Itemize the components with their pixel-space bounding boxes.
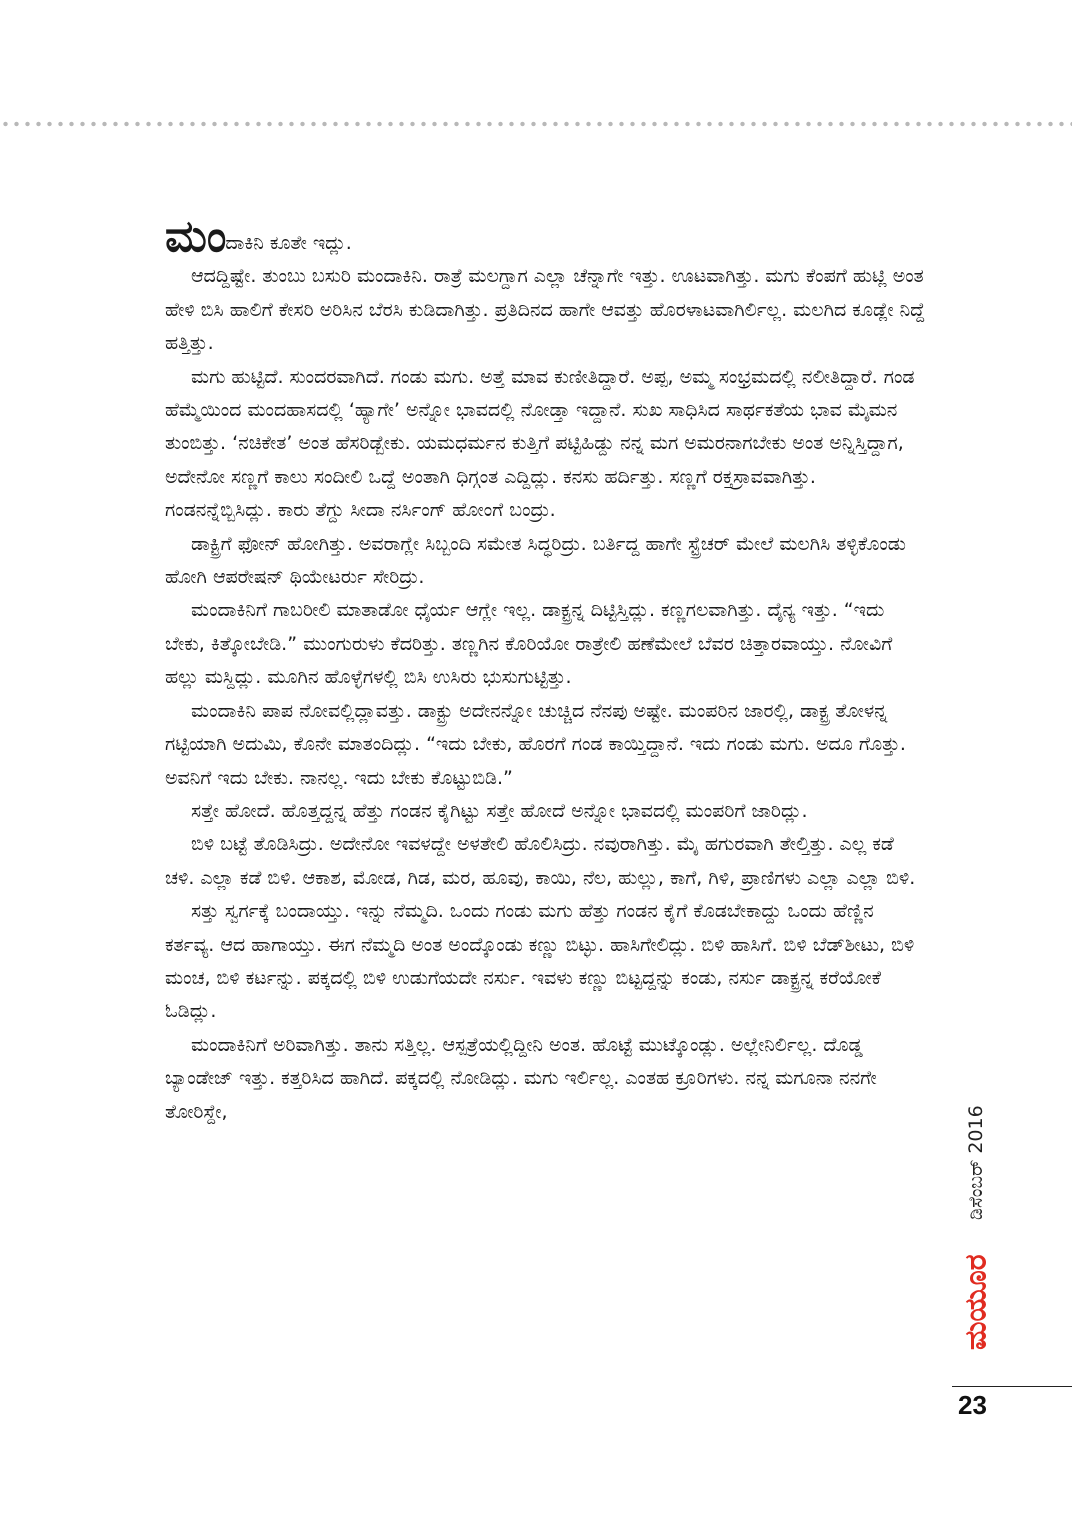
paragraph: ಮಗು ಹುಟ್ಟಿದೆ. ಸುಂದರವಾಗಿದೆ. ಗಂಡು ಮಗು. ಅತ್ತೆ ಮಾವ ಕುಣೀತಿದ್ದಾರೆ. ಅಪ್ಪ, ಅಮ್ಮ ಸಂಭ್ರಮದಲ್ಲಿ ನಲೀತಿದ್ದಾರೆ. ಗಂಡ ಹೆಮ್ಮೆಯಿಂದ ಮಂದಹಾಸದಲ್ಲಿ ‘ಹ್ಯಾಗೇ’ ಅನ್ನೋ ಭಾವದಲ್ಲಿ ನೋಡ್ತಾ ಇದ್ದಾನೆ. ಸುಖ ಸಾಧಿಸಿದ ಸಾರ್ಥಕತೆಯ ಭಾವ ಮೈಮನ ತುಂಬಿತ್ತು. ‘ನಚಿಕೇತ’ ಅಂತ ಹೆಸರಿಡ್ಬೇಕು. ಯಮಧರ್ಮನ ಕುತ್ತಿಗೆ ಪಟ್ಟಿಹಿಡ್ದು ನನ್ನ ಮಗ ಅಮರನಾಗಬೇಕು ಅಂತ ಅನ್ನಿಸ್ತಿದ್ದಾಗ, ಅದೇನೋ ಸಣ್ಣಗೆ ಕಾಲು ಸಂದೀಲಿ ಒದ್ದೆ ಅಂತಾಗಿ ಧಿಗ್ಗಂತ ಎದ್ದಿದ್ಲು. ಕನಸು ಹರ್ದಿತ್ತು. ಸಣ್ಣಗೆ ರಕ್ತಸ್ರಾವವಾಗಿತ್ತು. ಗಂಡನನ್ನೆಬ್ಬಿಸಿದ್ಲು. ಕಾರು ತೆಗ್ದು ಸೀದಾ ನರ್ಸಿಂಗ್ ಹೋಂಗೆ ಬಂದ್ರು.: [165, 365, 915, 522]
paragraph: ಮಂದಾಕಿನಿ ಪಾಪ ನೋವಲ್ಲಿದ್ಲಾವತ್ತು. ಡಾಕ್ಟ್ರು ಅದೇನನ್ನೋ ಚುಚ್ಚಿದ ನೆನಪು ಅಷ್ಟೇ. ಮಂಪರಿನ ಜಾರಲ್ಲಿ, ಡಾಕ್ಟ್ರ ತೋಳನ್ನ ಗಟ್ಟಿಯಾಗಿ ಅದುಮಿ, ಕೊನೇ ಮಾತಂದಿದ್ಲು. “ಇದು ಬೇಕು, ಹೊರಗೆ ಗಂಡ ಕಾಯ್ತಿದ್ದಾನೆ. ಇದು ಗಂಡು ಮಗು. ಅದೂ ಗೊತ್ತು. ಅವನಿಗೆ ಇದು ಬೇಕು. ನಾನಲ್ಲ. ಇದು ಬೇಕು ಕೊಟ್ಟುಬಿಡಿ.”: [165, 699, 906, 789]
drop-cap: ಮಂ: [165, 211, 226, 262]
paragraph-opening: [165, 211, 925, 262]
page-number: 23: [958, 1390, 987, 1420]
paragraph: ಸತ್ತು ಸ್ವರ್ಗಕ್ಕೆ ಬಂದಾಯ್ತು. ಇನ್ನು ನೆಮ್ಮದಿ. ಒಂದು ಗಂಡು ಮಗು ಹೆತ್ತು ಗಂಡನ ಕೈಗೆ ಕೊಡಬೇಕಾದ್ದು ಒಂದು ಹೆಣ್ಣಿನ ಕರ್ತವ್ಯ. ಆದ ಹಾಗಾಯ್ತು. ಈಗ ನೆಮ್ಮದಿ ಅಂತ ಅಂದ್ಕೊಂಡು ಕಣ್ಣು ಬಿಟ್ಳು. ಹಾಸಿಗೇಲಿದ್ಲು. ಬಿಳಿ ಹಾಸಿಗೆ. ಬಿಳಿ ಬೆಡ್‌ಶೀಟು, ಬಿಳಿ ಮಂಚ, ಬಿಳಿ ಕರ್ಟನ್ನು. ಪಕ್ಕದಲ್ಲಿ ಬಿಳಿ ಉಡುಗೆಯದೇ ನರ್ಸು. ಇವಳು ಕಣ್ಣು ಬಿಟ್ಟದ್ದನ್ನು ಕಂಡು, ನರ್ಸು ಡಾಕ್ಟ್ರನ್ನ ಕರೆಯೋಕೆ ಓಡಿದ್ಲು.: [165, 900, 915, 1023]
sidebar-masthead: [958, 1100, 994, 1400]
magazine-brand: ಮಯೂರ: [958, 1254, 994, 1350]
paragraph: ಡಾಕ್ಟ್ರಿಗೆ ಫೋನ್ ಹೋಗಿತ್ತು. ಅವರಾಗ್ಲೇ ಸಿಬ್ಬಂದಿ ಸಮೇತ ಸಿದ್ಧರಿದ್ರು. ಬರ್ತಿದ್ದ ಹಾಗೇ ಸ್ಟ್ರೆಚರ್ ಮೇಲೆ ಮಲಗಿಸಿ ತಳ್ಳಿಕೊಂಡು ಹೋಗಿ ಆಪರೇಷನ್ ಥಿಯೇಟರ್ರು ಸೇರಿದ್ರು.: [165, 532, 906, 589]
paragraph: ಸತ್ತೇ ಹೋದೆ. ಹೊತ್ತದ್ದನ್ನ ಹೆತ್ತು ಗಂಡನ ಕೈಗಿಟ್ಟು ಸತ್ತೇ ಹೋದೆ ಅನ್ನೋ ಭಾವದಲ್ಲಿ ಮಂಪರಿಗೆ ಜಾರಿದ್ಲು.: [191, 799, 808, 822]
paragraph: ಆದದ್ದಿಷ್ಟೇ. ತುಂಬು ಬಸುರಿ ಮಂದಾಕಿನಿ. ರಾತ್ರೆ ಮಲಗ್ದಾಗ ಎಲ್ಲಾ ಚೆನ್ನಾಗೇ ಇತ್ತು. ಊಟವಾಗಿತ್ತು. ಮಗು ಕೆಂಪಗೆ ಹುಟ್ಲಿ ಅಂತ ಹೇಳಿ ಬಿಸಿ ಹಾಲಿಗೆ ಕೇಸರಿ ಅರಿಸಿನ ಬೆರಸಿ ಕುಡಿದಾಗಿತ್ತು. ಪ್ರತಿದಿನದ ಹಾಗೇ ಆವತ್ತು ಹೊರಳಾಟವಾಗಿರ್ಲಿಲ್ಲ. ಮಲಗಿದ ಕೂಡ್ಲೇ ನಿದ್ದೆ ಹತ್ತಿತ್ತು.: [165, 265, 925, 355]
paragraph: ಬಿಳಿ ಬಟ್ಟೆ ತೊಡಿಸಿದ್ರು. ಅದೇನೋ ಇವಳದ್ದೇ ಅಳತೇಲಿ ಹೊಲಿಸಿದ್ರು. ನವುರಾಗಿತ್ತು. ಮೈ ಹಗುರವಾಗಿ ತೇಲ್ತಿತ್ತು. ಎಲ್ಲ ಕಡೆ ಚಳಿ. ಎಲ್ಲಾ ಕಡೆ ಬಿಳಿ. ಆಕಾಶ, ಮೋಡ, ಗಿಡ, ಮರ, ಹೂವು, ಕಾಯಿ, ನೆಲ, ಹುಲ್ಲು, ಕಾಗೆ, ಗಿಳಿ, ಪ್ರಾಣಿಗಳು ಎಲ್ಲಾ ಎಲ್ಲಾ ಬಿಳಿ.: [165, 833, 916, 889]
paragraph: ಮಂದಾಕಿನಿಗೆ ಅರಿವಾಗಿತ್ತು. ತಾನು ಸತ್ತಿಲ್ಲ. ಆಸ್ಪತ್ರೆಯಲ್ಲಿದ್ದೀನಿ ಅಂತ. ಹೊಟ್ಟೆ ಮುಟ್ಕೊಂಡ್ಲು. ಅಲ್ಲೇನಿರ್ಲಿಲ್ಲ. ದೊಡ್ಡ ಬ್ಯಾಂಡೇಜ್ ಇತ್ತು. ಕತ್ತರಿಸಿದ ಹಾಗಿದೆ. ಪಕ್ಕದಲ್ಲಿ ನೋಡಿದ್ಲು. ಮಗು ಇರ್ಲಿಲ್ಲ. ಎಂತಹ ಕ್ರೂರಿಗಳು. ನನ್ನ ಮಗೂನಾ ನನಗೇ ತೋರಿಸ್ದೇ,: [165, 1033, 877, 1123]
paragraph-text: ದಾಕಿನಿ ಕೂತೇ ಇದ್ಲು.: [225, 232, 352, 254]
issue-date: ಡಿಸೆಂಬರ್ 2016: [965, 1105, 987, 1220]
paragraph: ಮಂದಾಕಿನಿಗೆ ಗಾಬರೀಲಿ ಮಾತಾಡೋ ಧೈರ್ಯ ಆಗ್ಲೇ ಇಲ್ಲ. ಡಾಕ್ಟ್ರನ್ನ ದಿಟ್ಟಿಸ್ತಿದ್ಲು. ಕಣ್ಣಗಲವಾಗಿತ್ತು. ದೈನ್ಯ ಇತ್ತು. “ಇದು ಬೇಕು, ಕಿತ್ಕೋಬೇಡಿ.” ಮುಂಗುರುಳು ಕೆದರಿತ್ತು. ತಣ್ಣಗಿನ ಕೊರಿಯೋ ರಾತ್ರೇಲಿ ಹಣೆಮೇಲೆ ಬೆವರ ಚಿತ್ತಾರವಾಯ್ತು. ನೋವಿಗೆ ಹಲ್ಲು ಮಸ್ದಿದ್ಲು. ಮೂಗಿನ ಹೊಳ್ಳೆಗಳಲ್ಲಿ ಬಿಸಿ ಉಸಿರು ಭುಸುಗುಟ್ಟಿತ್ತು.: [165, 599, 893, 689]
article-body: [165, 211, 925, 1129]
dotted-top-rule: [0, 120, 1072, 128]
page-number-rule: [952, 1386, 1072, 1387]
